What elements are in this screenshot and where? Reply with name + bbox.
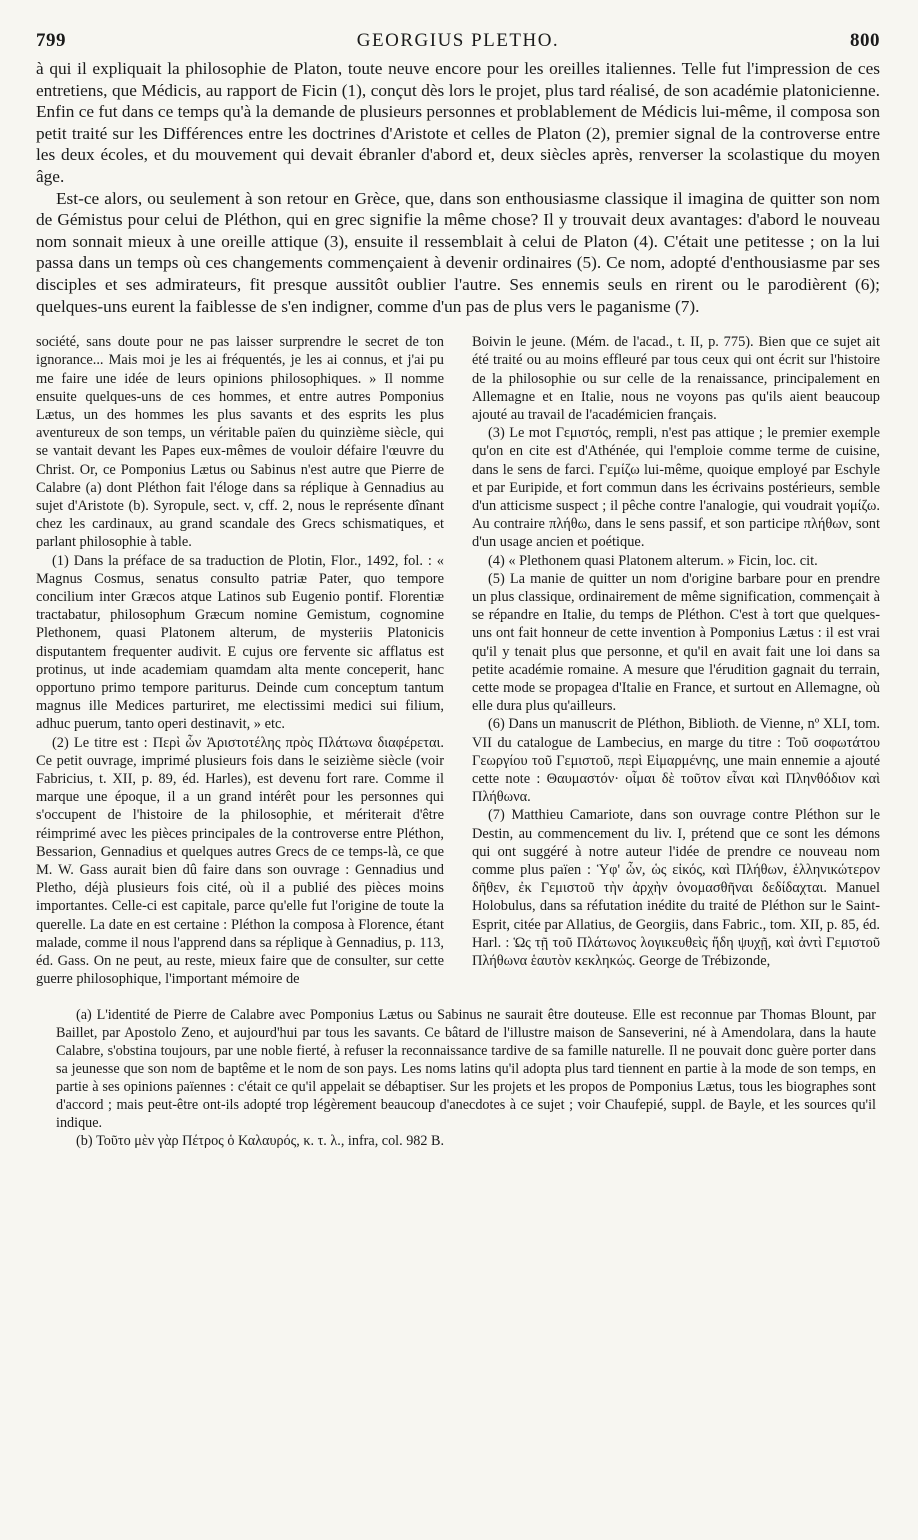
note-7: (7) Matthieu Camariote, dans son ouvrage contre Pléthon sur le Destin, au commencement du liv. I, prétend que ce sont les démons qui ont suggéré à notre auteur l'idée de prendre ce nouveau nom comme plus païen : Ὑφ' ὧν, ὡς εἰκός, καὶ Πλήθων, ἑλληνικώτερον δῆθεν, ἐκ Γεμιστοῦ τὴν ἀρχὴν ὀνομασθῆναι δεδίδαχται. Manuel Holobulus, dans sa réfutation inédite du traité de Pléthon sur le Saint-Esprit, citée par Allatius, de Georgiis, dans Fabric., tom. XII, p. 85, éd. Harl. : Ὡς τῇ τοῦ Πλάτωνος λογικευθεὶς ἤδη ψυχῇ, καὶ ἀντὶ Γεμιστοῦ Πλήθωνα ἑαυτὸν κεκληκώς. George de Trébizonde, xyxy=(472,807,880,970)
note-1: (1) Dans la préface de sa traduction de Plotin, Flor., 1492, fol. : « Magnus Cosmus, senatus consulto patriæ Pater, quo tempore concilium inter Græcos atque Latinos sub Eugenio pontif. Florentiæ tractabatur, philosophum Græcum nomine Gemistum, cognomine Plethonem, quasi Platonem alterum, de mysteriis Platonicis disputantem frequenter audivit. E cujus ore fervente sic afflatus est protinus, ut inde academiam quamdam alta mente conceperit, hanc opportuno primo tempore pariturus. Deinde cum conceptum tantum magnus ille Medices parturiret, me electissimi medici sui filium, adhuc puerum, tanto operi destinavit, » etc. xyxy=(36,552,444,733)
page-header xyxy=(36,30,880,56)
column-number-left: 799 xyxy=(36,30,66,51)
main-text xyxy=(36,58,880,317)
main-paragraph-2: Est-ce alors, ou seulement à son retour en Grèce, que, dans son enthousiasme classique il imagina de quitter son nom de Gémistus pour celui de Pléthon, qui en grec signifie la même chose? Il y trouvait deux avantages: d'abord le nouveau nom sonnait mieux à une oreille attique (3), ensuite il ressemblait à celui de Platon (4). C'était une petitesse ; on la lui passa dans un temps où ces changements commençaient à devenir ordinaires (5). Ce nom, adopté d'enthousiasme par ses disciples et ses admirateurs, fit presque aussitôt oublier l'autre. Ses ennemis seuls en rirent ou le parodièrent (6); quelques-uns eurent la faiblesse de s'en indigner, comme d'un pas de plus vers le paganisme (7). xyxy=(36,188,880,316)
notes-column-right xyxy=(472,333,880,988)
note-4: (4) « Plethonem quasi Platonem alterum. » Ficin, loc. cit. xyxy=(488,552,818,569)
running-title: GEORGIUS PLETHO. xyxy=(356,30,560,51)
note-5: (5) La manie de quitter un nom d'origine barbare pour en prendre un plus classique, ordinairement de même signification, commençait à se répandre en Italie, du temps de Pléthon. C'est à tort que quelques-uns ont fait honneur de cette invention à Pomponius Lætus : il est vrai qu'il y tenait plus que personne, et qu'il en avait fait une loi dans sa petite académie romaine. A mesure que l'érudition gagnait du terrain, cette mode se propagea d'Italie en France, et surtout en Allemagne, où elle dura plus qu'ailleurs. xyxy=(472,570,880,715)
notes-column-left xyxy=(36,333,444,988)
column-number-right: 800 xyxy=(849,30,880,51)
notes-columns xyxy=(36,333,880,988)
footnote-b: (b) Τοῦτο μὲν γὰρ Πέτρος ὁ Καλαυρός, κ. τ. λ., infra, col. 982 B. xyxy=(76,1133,445,1150)
note-continuation-right: Boivin le jeune. (Mém. de l'acad., t. II, p. 775). Bien que ce sujet ait été traité ou au moins effleuré par tous ceux qui ont écrit sur l'histoire de la philosophie ou sur celle de la renaissance, principalement en Allemagne et en Italie, nous ne voyons pas qu'ils aient beaucoup ajouté au travail de l'académicien français. xyxy=(472,334,880,423)
note-continuation-left: société, sans doute pour ne pas laisser surprendre le secret de ton ignorance... Mais moi je les ai fréquentés, je les ai connus, et j'ai pu me faire une idée de leurs opinions philosophiques. » Il nomme ensuite quelques-uns de ces hommes, et entre autres Pomponius Lætus, un des hommes les plus savants et des esprits les plus aventureux de son temps, un véritable païen du quinzième siècle, qui se vantait devant les Papes eux-mêmes de vouloir défaire l'œuvre du Christ. Or, ce Pomponius Lætus ou Sabinus n'est autre que Pierre de Calabre (a) dont Pléthon fait l'éloge dans sa réplique à Gennadius au sujet d'Aristote (b). Syropule, sect. v, cff. 2, nous le représente dînant chez les cardinaux, au grand scandale des Grecs schismatiques, et parlant philosophie à table. xyxy=(36,334,444,551)
bottom-footnotes xyxy=(36,1006,880,1150)
note-2: (2) Le titre est : Περὶ ὧν Ἀριστοτέλης πρὸς Πλάτωνα διαφέρεται. Ce petit ouvrage, imprimé plusieurs fois dans le seizième siècle (voir Fabricius, t. XII, p. 89, éd. Harles), est devenu fort rare. Comme il marque une époque, il a un grand intérêt pour les personnes qui s'occupent de l'histoire de la philosophie, et mériterait d'être réimprimé avec les pièces principales de la controverse entre Pléthon, Bessarion, Gennadius et quelques autres Grecs de ce temps-là, ce que M. W. Gass aurait bien dû faire dans son ouvrage : Gennadius und Pletho, déjà plusieurs fois cité, où il a publié des pièces moins importantes. Celle-ci est capitale, parce qu'elle fut l'origine de toute la querelle. La date en est certaine : Pléthon la composa à Florence, étant malade, comme il nous l'apprend dans sa réplique à Gennadius, p. 113, éd. Gass. On ne peut, au reste, mieux faire que de consulter, sur cette guerre philosophique, l'important mémoire de xyxy=(36,734,444,988)
main-paragraph-1: à qui il expliquait la philosophie de Platon, toute neuve encore pour les oreilles italiennes. Telle fut l'impression de ces entretiens, que Médicis, au rapport de Ficin (1), conçut dès lors le projet, plus tard réalisé, de son académie platonicienne. Enfin ce fut dans ce temps qu'à la demande de plusieurs personnes et problablement de Médicis lui-même, il composa son petit traité sur les Différences entre les doctrines d'Aristote et celles de Platon (2), premier signal de la controverse entre les deux écoles, et du mouvement qui devait ébranler d'abord et, deux siècles après, renverser la scolastique du moyen âge. xyxy=(36,59,880,186)
note-3: (3) Le mot Γεμιστός, rempli, n'est pas attique ; le premier exemple qu'on en cite est d'Athénée, qui l'emploie comme terme de cuisine, dans le sens de farci. Γεμίζω lui-même, quoique employé par Eschyle et par Euripide, et fort commun dans les écrivains postérieurs, semble d'un atticisme suspect ; il pêche contre l'analogie, qui voudrait γομίζω. Au contraire πλήθω, dans le sens passif, et son participe πλήθων, sont d'un usage ancien et poétique. xyxy=(472,425,880,551)
footnote-a: (a) L'identité de Pierre de Calabre avec Pomponius Lætus ou Sabinus ne saurait être douteuse. Elle est reconnue par Thomas Blount, par Baillet, par Apostolo Zeno, et aujourd'hui par tous les savants. Ce bâtard de l'illustre maison de Sanseverini, né à Amendolara, dans la haute Calabre, s'obstina toujours, par une noble fierté, à refuser la reconnaissance tardive de sa famille naturelle. Il ne pouvait donc guère porter dans sa jeunesse que son nom de baptême et le nom de son pays. Les noms latins qu'il adopta plus tard tiennent en partie à la mode de son temps, en partie à ses opinions païennes : c'était ce qu'il appelait se débaptiser. Sur les projets et les propos de Pomponius Lætus, tous les biographes sont d'accord ; mais peut-être ont-ils adopté trop légèrement beaucoup d'anecdotes à ce sujet ; voir Chaufepié, suppl. de Bayle, et les sources qu'il indique. xyxy=(56,1007,876,1132)
note-6: (6) Dans un manuscrit de Pléthon, Biblioth. de Vienne, nº XLI, tom. VII du catalogue de Lambecius, en marge du titre : Τοῦ σοφωτάτου Γεωργίου τοῦ Γεμιστοῦ, περὶ Εἱμαρμένης, une main ennemie a ajouté cette note : Θαυμαστόν· οἶμαι δὲ τοῦτον εἶναι καὶ Πληνθόδιον καὶ Πλήθωνα. xyxy=(472,716,880,806)
